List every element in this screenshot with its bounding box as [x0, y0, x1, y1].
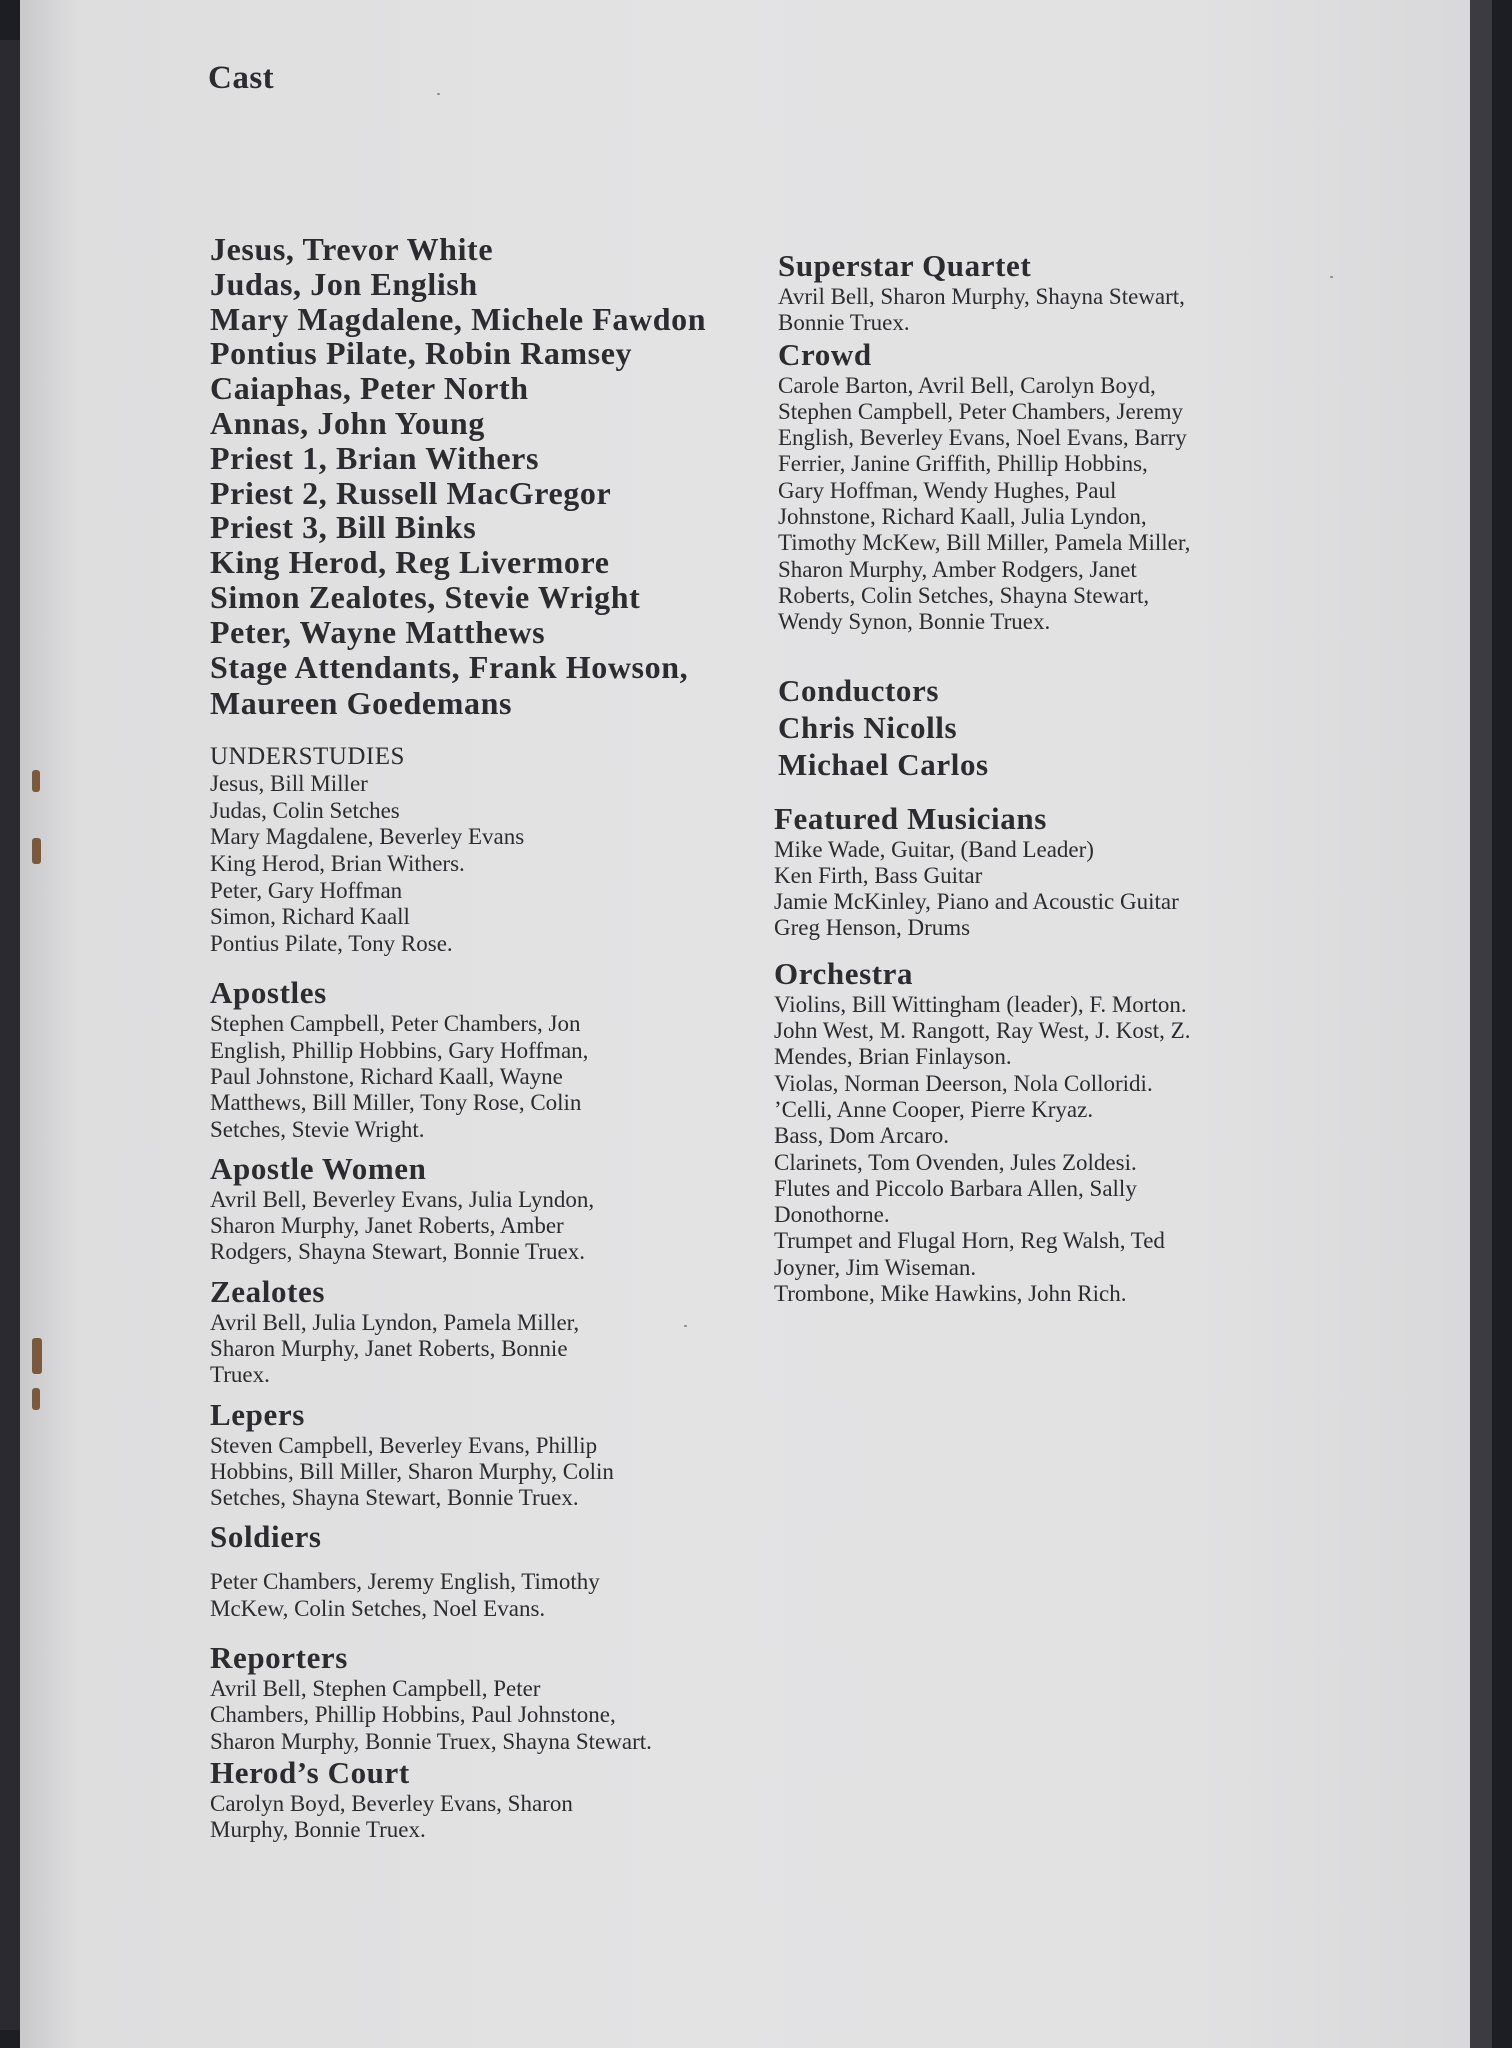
- section-body: [774, 992, 1338, 1308]
- section-line: Chambers, Phillip Hobbins, Paul Johnstone,: [210, 1702, 616, 1728]
- binding-marks: [32, 760, 52, 1460]
- section-line: English, Phillip Hobbins, Gary Hoffman,: [210, 1037, 589, 1063]
- section-zealotes: [210, 1274, 770, 1389]
- section-line: Setches, Shayna Stewart, Bonnie Truex.: [210, 1485, 579, 1511]
- section-line: Mendes, Brian Finlayson.: [774, 1044, 1012, 1070]
- section-line: ’Celli, Anne Cooper, Pierre Kryaz.: [774, 1096, 1094, 1122]
- section-body: [774, 837, 1338, 942]
- section-line: Carole Barton, Avril Bell, Carolyn Boyd,: [778, 372, 1156, 398]
- section-featured-musicians: [774, 801, 1338, 942]
- section-line: Timothy McKew, Bill Miller, Pamela Miller,: [778, 530, 1191, 556]
- section-lepers: [210, 1397, 770, 1512]
- section-orchestra: [774, 956, 1338, 1308]
- principal-cast-item: Priest 3, Bill Binks: [210, 509, 477, 546]
- section-line: Bonnie Truex.: [778, 310, 910, 336]
- section-heading: Crowd: [778, 336, 872, 372]
- section-line: Avril Bell, Sharon Murphy, Shayna Stewart,: [778, 284, 1185, 309]
- section-body: [210, 1187, 770, 1266]
- principal-cast-item: Simon Zealotes, Stevie Wright: [210, 578, 641, 615]
- section-line: Stephen Campbell, Peter Chambers, Jeremy: [778, 398, 1183, 424]
- section-line: Wendy Synon, Bonnie Truex.: [778, 609, 1051, 635]
- section-line: Ken Firth, Bass Guitar: [774, 862, 983, 888]
- section-line: Setches, Stevie Wright.: [210, 1116, 425, 1142]
- section-body: [210, 1791, 770, 1844]
- section-soldiers: [210, 1519, 770, 1622]
- section-apostle-women: [210, 1151, 770, 1266]
- principal-cast-item: Priest 1, Brian Withers: [210, 439, 540, 476]
- section-line: Murphy, Bonnie Truex.: [210, 1817, 426, 1843]
- section-heading: Apostle Women: [210, 1150, 427, 1186]
- principal-cast-item: Stage Attendants, Frank Howson,: [210, 648, 689, 685]
- section-line: Avril Bell, Stephen Campbell, Peter: [210, 1676, 541, 1702]
- section-heading: Lepers: [210, 1396, 305, 1432]
- principal-cast-item: Jesus, Trevor White: [210, 231, 494, 267]
- understudy-item: Pontius Pilate, Tony Rose.: [210, 930, 453, 956]
- principal-cast-item: Annas, John Young: [210, 404, 485, 441]
- principal-cast-item: Caiaphas, Peter North: [210, 370, 529, 407]
- section-line: Matthews, Bill Miller, Tony Rose, Colin: [210, 1090, 582, 1116]
- section-line: Ferrier, Janine Griffith, Phillip Hobbins,: [778, 451, 1148, 477]
- section-heading: Reporters: [210, 1640, 348, 1676]
- section-line: McKew, Colin Setches, Noel Evans.: [210, 1595, 546, 1621]
- section-line: Roberts, Colin Setches, Shayna Stewart,: [778, 582, 1150, 608]
- understudies-heading: UNDERSTUDIES: [210, 743, 405, 771]
- section-line: Hobbins, Bill Miller, Sharon Murphy, Colin: [210, 1458, 614, 1484]
- section-line: Mike Wade, Guitar, (Band Leader): [774, 836, 1094, 862]
- section-herods-court: [210, 1755, 770, 1844]
- section-line: Carolyn Boyd, Beverley Evans, Sharon: [210, 1790, 573, 1816]
- section-line: Bass, Dom Arcaro.: [774, 1123, 950, 1149]
- understudy-item: Jesus, Bill Miller: [210, 771, 368, 797]
- section-line: Joyner, Jim Wiseman.: [774, 1254, 977, 1280]
- section-body: [778, 284, 1338, 337]
- section-body: [778, 373, 1338, 636]
- page-edge-shadow: [1470, 0, 1492, 2048]
- principal-cast-item: Judas, Jon English: [210, 265, 478, 302]
- understudy-item: Judas, Colin Setches: [210, 797, 400, 823]
- section-heading: Orchestra: [774, 955, 914, 991]
- section-body: [210, 1011, 770, 1142]
- page-title: Cast: [208, 60, 275, 96]
- conductor-name: Chris Nicolls: [778, 709, 958, 745]
- section-line: Avril Bell, Julia Lyndon, Pamela Miller,: [210, 1309, 580, 1335]
- section-conductors: [778, 672, 1338, 783]
- left-column: [210, 232, 770, 1844]
- section-line: Sharon Murphy, Amber Rodgers, Janet: [778, 556, 1137, 582]
- section-crowd: [778, 337, 1338, 636]
- principal-cast-item: King Herod, Reg Livermore: [210, 544, 610, 581]
- section-body: [210, 1433, 770, 1512]
- principal-cast-item: Mary Magdalene, Michele Fawdon: [210, 300, 707, 337]
- section-heading: Zealotes: [210, 1273, 325, 1309]
- section-line: Avril Bell, Beverley Evans, Julia Lyndon,: [210, 1186, 595, 1212]
- section-line: Flutes and Piccolo Barbara Allen, Sally: [774, 1175, 1137, 1201]
- right-column: [774, 248, 1338, 1307]
- program-page: [20, 0, 1490, 2048]
- section-line: Sharon Murphy, Bonnie Truex, Shayna Stewart.: [210, 1728, 652, 1754]
- principal-cast-item: Priest 2, Russell MacGregor: [210, 474, 612, 511]
- section-line: John West, M. Rangott, Ray West, J. Kost, Z.: [774, 1018, 1191, 1044]
- section-line: Johnstone, Richard Kaall, Julia Lyndon,: [778, 504, 1147, 530]
- section-line: Trombone, Mike Hawkins, John Rich.: [774, 1281, 1127, 1307]
- section-line: Violas, Norman Deerson, Nola Colloridi.: [774, 1070, 1153, 1096]
- conductor-name: Michael Carlos: [778, 746, 989, 782]
- principal-cast-item: Peter, Wayne Matthews: [210, 613, 546, 650]
- section-line: Steven Campbell, Beverley Evans, Phillip: [210, 1432, 598, 1458]
- section-line: Paul Johnstone, Richard Kaall, Wayne: [210, 1063, 563, 1089]
- section-apostles: [210, 975, 770, 1142]
- section-line: Greg Henson, Drums: [774, 915, 971, 941]
- section-line: English, Beverley Evans, Noel Evans, Barry: [778, 425, 1187, 451]
- section-line: Gary Hoffman, Wendy Hughes, Paul: [778, 477, 1117, 503]
- section-heading: Apostles: [210, 975, 327, 1011]
- understudies-list: [210, 771, 770, 957]
- section-heading: Herod’s Court: [210, 1754, 410, 1790]
- section-reporters: [210, 1640, 770, 1755]
- section-line: Clarinets, Tom Ovenden, Jules Zoldesi.: [774, 1149, 1137, 1175]
- understudy-item: Mary Magdalene, Beverley Evans: [210, 824, 525, 850]
- section-body: [210, 1310, 770, 1389]
- section-heading: Conductors: [778, 672, 940, 708]
- section-line: Sharon Murphy, Janet Roberts, Bonnie: [210, 1335, 568, 1361]
- principal-cast-item: Pontius Pilate, Robin Ramsey: [210, 335, 633, 372]
- section-line: Rodgers, Shayna Stewart, Bonnie Truex.: [210, 1239, 586, 1265]
- section-body: [210, 1676, 770, 1755]
- section-superstar-quartet: [778, 248, 1338, 337]
- section-line: Violins, Bill Wittingham (leader), F. Morton.: [774, 991, 1187, 1017]
- section-line: Peter Chambers, Jeremy English, Timothy: [210, 1569, 600, 1595]
- principal-cast-list: [210, 232, 770, 721]
- section-heading: Superstar Quartet: [778, 248, 1032, 283]
- understudy-item: King Herod, Brian Withers.: [210, 850, 465, 876]
- section-heading: Soldiers: [210, 1519, 322, 1555]
- section-line: Stephen Campbell, Peter Chambers, Jon: [210, 1011, 581, 1037]
- section-line: Donothorne.: [774, 1202, 890, 1228]
- section-heading: Featured Musicians: [774, 800, 1047, 836]
- section-line: Truex.: [210, 1362, 270, 1388]
- principal-cast-item: Maureen Goedemans: [210, 685, 513, 722]
- section-line: Trumpet and Flugal Horn, Reg Walsh, Ted: [774, 1228, 1165, 1254]
- section-body: [210, 1569, 770, 1622]
- understudy-item: Simon, Richard Kaall: [210, 904, 410, 930]
- understudy-item: Peter, Gary Hoffman: [210, 877, 403, 903]
- section-line: Jamie McKinley, Piano and Acoustic Guitar: [774, 889, 1179, 915]
- section-line: Sharon Murphy, Janet Roberts, Amber: [210, 1213, 564, 1239]
